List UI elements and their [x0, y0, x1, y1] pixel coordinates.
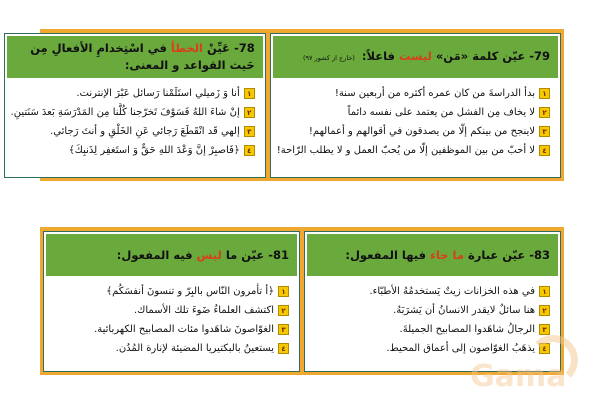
option-badge: ٣	[539, 324, 550, 335]
option-text: بدأ الدراسةَ من كان عمره أكثره من أربعين سنة!	[334, 88, 535, 99]
option-3[interactable]	[11, 122, 255, 141]
option-text: ﴿فَاصبِرْ إنَّ وَعْدَ اللهِ حَقٌّ وَ استَغفِر لِذَنبِكَ﴾	[68, 145, 240, 156]
question-81-panel	[43, 231, 300, 372]
question-number: 83-	[529, 247, 550, 262]
question-78-panel	[4, 33, 266, 178]
question-text: عيّن كلمة «مَن»	[435, 48, 526, 63]
option-text: لا أحبّ من بين الموظفين إلّا من يُحبّ العمل و لا يطلب الرّاحة!	[276, 145, 535, 156]
option-badge: ٢	[278, 305, 289, 316]
option-3[interactable]	[50, 320, 289, 339]
option-text: يذهَبُ الغوّاصون إلى أعماق المحيط.	[386, 343, 535, 354]
option-text: إلهي قَد انْقَطَعَ رَجائي عَنِ الخَلْقِ و أنتَ رَجائي.	[50, 126, 240, 137]
option-badge: ٤	[278, 343, 289, 354]
option-badge: ٤	[539, 145, 550, 156]
question-text: عيّن ما	[225, 247, 265, 262]
option-badge: ١	[539, 286, 550, 297]
option-1[interactable]	[277, 84, 550, 103]
option-2[interactable]	[311, 301, 550, 320]
option-badge: ٤	[244, 145, 255, 156]
options-list	[273, 78, 558, 160]
question-number: 78-	[233, 41, 255, 55]
option-text: أنا وَ زَميلي استَلَمْنا رَسائل عَبْرَ الإنترنت.	[76, 88, 240, 99]
question-81-header	[46, 234, 297, 276]
question-highlight: ما جاء	[430, 247, 464, 262]
option-badge: ٣	[539, 126, 550, 137]
option-4[interactable]	[11, 141, 255, 160]
question-text-end: في اسْتِخدامِ الأفعالِ مِن حَيث القواعد و المعنى:	[30, 41, 255, 72]
option-2[interactable]	[11, 103, 255, 122]
option-text: ﴿أ تأمرون النّاس بالبِرّ و تنسونَ أنفسَكُم﴾	[106, 286, 274, 297]
option-1[interactable]	[50, 282, 289, 301]
option-text: الرجالُ شاهَدوا المصابيح الجميلةَ.	[399, 324, 535, 335]
option-4[interactable]	[277, 141, 550, 160]
option-badge: ٤	[539, 343, 550, 354]
option-text: لا يخاف مِن الفشل من يعتمد على نفسه دائماً	[347, 107, 535, 118]
question-78-header	[7, 36, 263, 78]
option-badge: ١	[539, 88, 550, 99]
option-2[interactable]	[277, 103, 550, 122]
option-text: يستعينُ بالبكتيريا المضيئة لإنارة المُدُن.	[115, 343, 274, 354]
question-79-panel	[270, 33, 561, 178]
options-list	[46, 276, 297, 358]
option-text: في هذه الخزانات زيتٌ يَستخدمُهُ الأطبّاء.	[369, 286, 535, 297]
question-highlight: ليست	[398, 48, 432, 63]
option-text: إنْ شاءَ اللهُ فَسَوْفَ تَخرّجنا كُلُّنا مِن المَدْرَسَةِ بَعدَ سَنَتينِ.	[10, 107, 240, 118]
option-1[interactable]	[311, 282, 550, 301]
option-badge: ٢	[539, 305, 550, 316]
option-text: لاينجح من بينكم إلّا من يصدقون في أقوالهم و أعمالهم!	[308, 126, 535, 137]
question-text: عيّن عبارة	[468, 247, 526, 262]
question-text-end: فيها المفعول:	[345, 247, 427, 262]
option-text: اكتشف العلماءُ ضَوءَ تلك الأسماك.	[133, 305, 274, 316]
option-badge: ٢	[244, 107, 255, 118]
option-badge: ١	[244, 88, 255, 99]
question-text-end: فاعلاً:	[361, 48, 395, 63]
question-highlight: ليس	[196, 247, 222, 262]
option-text: الغوّاصونَ شاهَدوا مئات المصابيح الكهربائية.	[94, 324, 274, 335]
source-note: (خارج از کشور ۹۷)	[302, 53, 355, 62]
top-row	[10, 29, 564, 181]
option-3[interactable]	[277, 122, 550, 141]
option-text: هنا سائلٌ لايقدر الانسانُ أن يَشرَبَهُ.	[393, 305, 535, 316]
question-number: 79-	[529, 48, 550, 63]
option-badge: ٣	[244, 126, 255, 137]
question-number: 81-	[268, 247, 289, 262]
option-2[interactable]	[50, 301, 289, 320]
question-text: عَيِّنْ	[207, 41, 230, 55]
option-badge: ٢	[539, 107, 550, 118]
question-83-header	[307, 234, 558, 276]
question-79-header	[273, 36, 558, 78]
watermark: Gama	[470, 359, 567, 394]
option-1[interactable]	[11, 84, 255, 103]
option-badge: ٣	[278, 324, 289, 335]
options-list	[7, 78, 263, 160]
option-4[interactable]	[50, 339, 289, 358]
question-highlight: الخطأ	[170, 41, 203, 55]
question-text-end: فيه المفعول:	[116, 247, 193, 262]
option-badge: ١	[278, 286, 289, 297]
